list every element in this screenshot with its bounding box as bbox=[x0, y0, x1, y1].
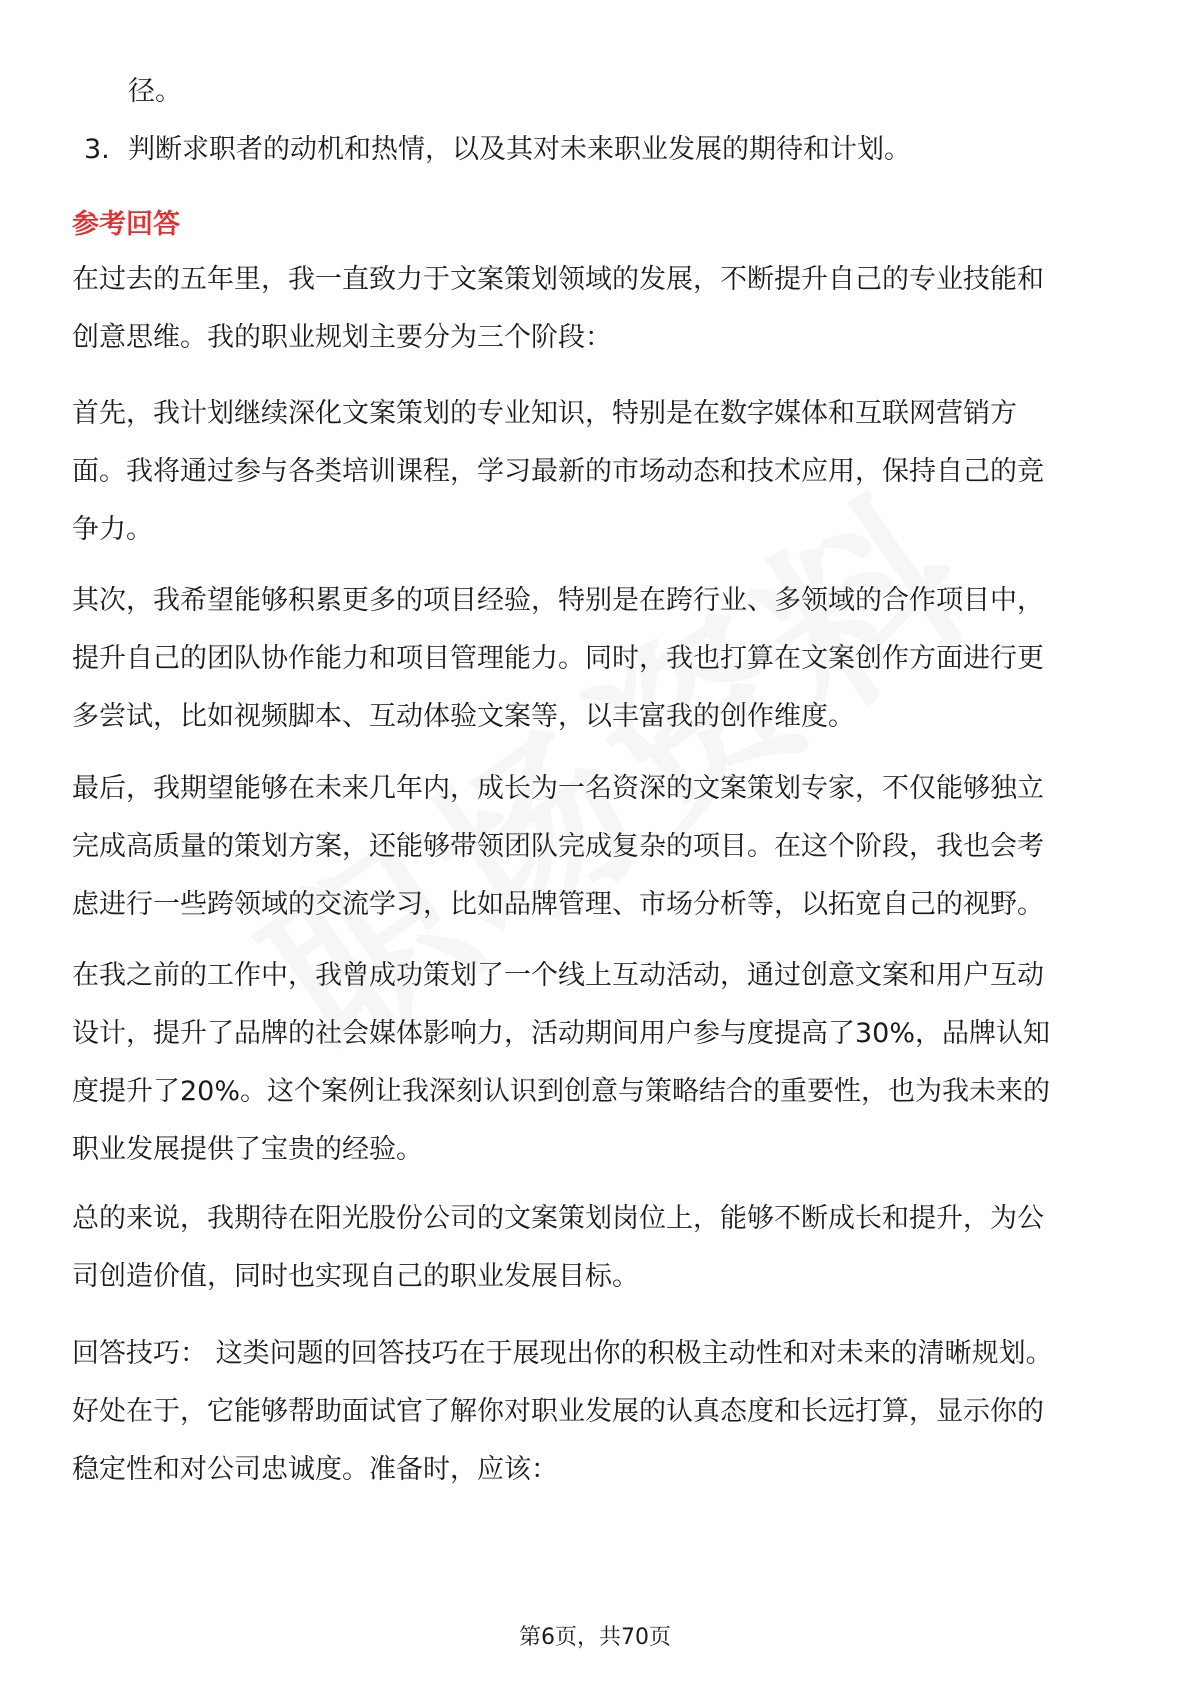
paragraph-line: 提升自己的团队协作能力和项目管理能力。同时，我也打算在文案创作方面进行更 bbox=[72, 643, 1044, 674]
paragraph-line: 好处在于，它能够帮助面试官了解你对职业发展的认真态度和长远打算，显示你的 bbox=[72, 1396, 1044, 1427]
paragraph-7 bbox=[72, 1325, 1122, 1499]
paragraph-line: 完成高质量的策划方案，还能够带领团队完成复杂的项目。在这个阶段，我也会考 bbox=[72, 831, 1044, 862]
paragraph-4 bbox=[72, 760, 1122, 934]
paragraph-line: 其次，我希望能够积累更多的项目经验，特别是在跨行业、多领域的合作项目中， bbox=[72, 585, 1044, 616]
paragraph-line: 在我之前的工作中，我曾成功策划了一个线上互动活动，通过创意文案和用户互动 bbox=[72, 960, 1044, 991]
paragraph-line: 回答技巧： 这类问题的回答技巧在于展现出你的积极主动性和对未来的清晰规划。 bbox=[72, 1338, 1053, 1369]
paragraph-line: 争力。 bbox=[72, 514, 153, 545]
paragraph-line: 创意思维。我的职业规划主要分为三个阶段： bbox=[72, 322, 612, 353]
section-title: 参考回答 bbox=[72, 209, 180, 240]
list-item-3 bbox=[84, 130, 911, 170]
paragraph-2 bbox=[72, 385, 1122, 559]
paragraph-line: 度提升了20%。这个案例让我深刻认识到创意与策略结合的重要性，也为我未来的 bbox=[72, 1076, 1051, 1107]
paragraph-line: 司创造价值，同时也实现自己的职业发展目标。 bbox=[72, 1261, 639, 1292]
paragraph-line: 总的来说，我期待在阳光股份公司的文案策划岗位上，能够不断成长和提升，为公 bbox=[72, 1203, 1044, 1234]
paragraph-3 bbox=[72, 572, 1122, 746]
paragraph-6 bbox=[72, 1190, 1122, 1306]
page-footer: 第6页，共70页 bbox=[519, 1625, 671, 1650]
paragraph-line: 首先，我计划继续深化文案策划的专业知识，特别是在数字媒体和互联网营销方 bbox=[72, 398, 1017, 429]
continuation-text: 径。 bbox=[128, 76, 182, 107]
paragraph-line: 稳定性和对公司忠诚度。准备时，应该： bbox=[72, 1454, 558, 1485]
list-number: 3. bbox=[84, 134, 110, 165]
paragraph-line: 面。我将通过参与各类培训课程，学习最新的市场动态和技术应用，保持自己的竞 bbox=[72, 456, 1044, 487]
paragraph-5 bbox=[72, 947, 1122, 1179]
paragraph-line: 多尝试，比如视频脚本、互动体验文案等，以丰富我的创作维度。 bbox=[72, 701, 855, 732]
paragraph-line: 最后，我期望能够在未来几年内，成长为一名资深的文案策划专家，不仅能够独立 bbox=[72, 773, 1044, 804]
list-text: 判断求职者的动机和热情，以及其对未来职业发展的期待和计划。 bbox=[128, 134, 911, 165]
paragraph-line: 职业发展提供了宝贵的经验。 bbox=[72, 1134, 423, 1165]
paragraph-1 bbox=[72, 251, 1122, 367]
paragraph-line: 设计，提升了品牌的社会媒体影响力，活动期间用户参与度提高了30%，品牌认知 bbox=[72, 1018, 1051, 1049]
paragraph-line: 在过去的五年里，我一直致力于文案策划领域的发展，不断提升自己的专业技能和 bbox=[72, 264, 1044, 295]
paragraph-line: 虑进行一些跨领域的交流学习，比如品牌管理、市场分析等，以拓宽自己的视野。 bbox=[72, 889, 1044, 920]
